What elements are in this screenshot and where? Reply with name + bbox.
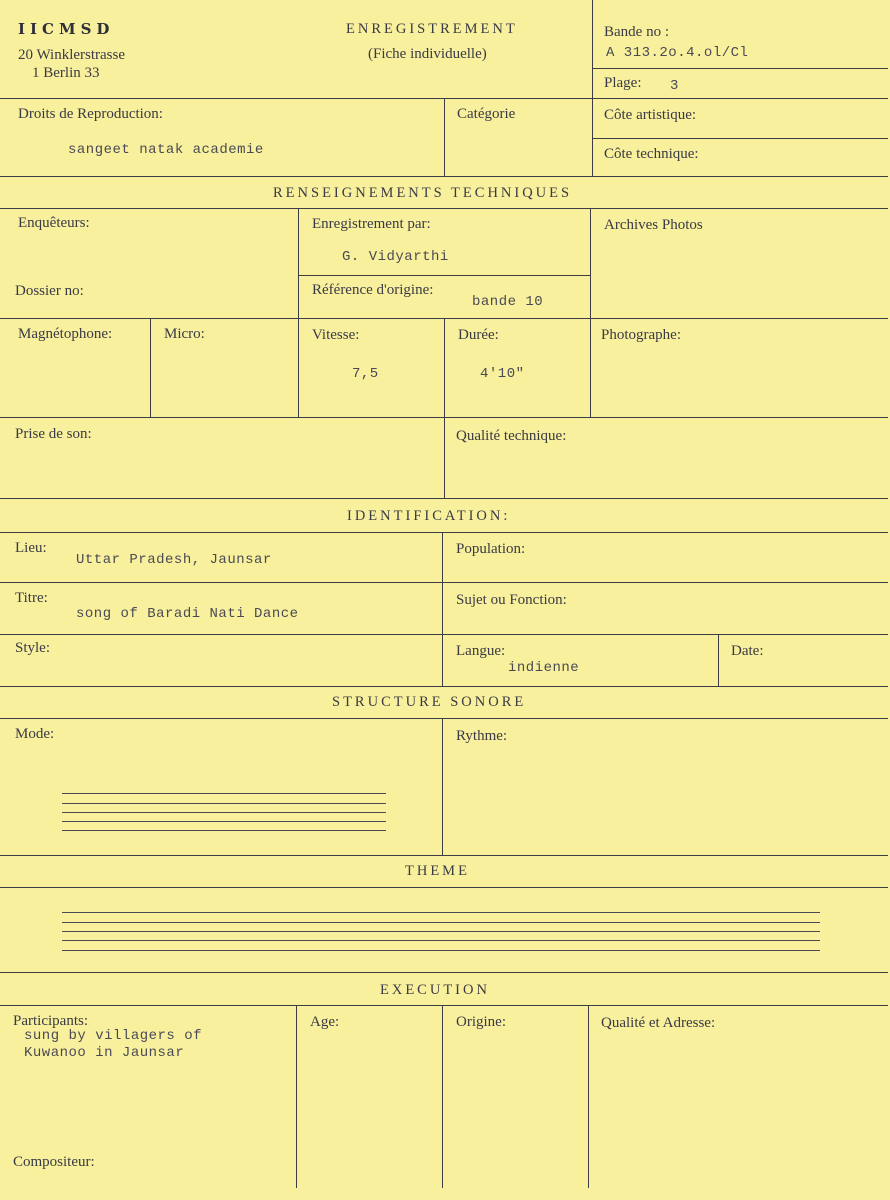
writing-line <box>62 940 820 941</box>
writing-line <box>62 803 386 804</box>
section-title-theme: THEME <box>405 863 470 879</box>
population-label: Population: <box>456 541 526 557</box>
cote-technique-label: Côte technique: <box>604 146 699 162</box>
lieu-value: Uttar Pradesh, Jaunsar <box>76 552 272 568</box>
rule <box>442 532 443 686</box>
section-title-identification: IDENTIFICATION: <box>347 508 511 524</box>
rule <box>442 718 443 855</box>
rule <box>0 208 888 209</box>
vitesse-value: 7,5 <box>352 366 379 382</box>
writing-line <box>62 931 820 932</box>
participants-value-line-1: sung by villagers of <box>24 1028 203 1044</box>
rule <box>592 138 888 139</box>
rythme-label: Rythme: <box>456 728 508 744</box>
micro-label: Micro: <box>164 326 205 342</box>
rule <box>0 718 888 719</box>
rule <box>442 1005 443 1188</box>
org-name: IICMSD <box>18 20 115 38</box>
prise-de-son-label: Prise de son: <box>15 426 92 442</box>
origine-label: Origine: <box>456 1014 506 1030</box>
rule <box>0 1005 888 1006</box>
org-address-street: 20 Winklerstrasse <box>18 47 126 63</box>
categorie-label: Catégorie <box>457 106 516 122</box>
writing-line <box>62 922 820 923</box>
duree-label: Durée: <box>458 327 499 343</box>
enqueteurs-label: Enquêteurs: <box>18 215 90 231</box>
section-title-technical: RENSEIGNEMENTS TECHNIQUES <box>273 185 573 201</box>
langue-label: Langue: <box>456 643 506 659</box>
rule <box>0 686 888 687</box>
writing-line <box>62 812 386 813</box>
participants-label: Participants: <box>13 1013 88 1029</box>
rule <box>592 0 593 176</box>
rule <box>150 318 151 417</box>
rule <box>590 208 591 417</box>
titre-label: Titre: <box>15 590 48 606</box>
magnetophone-label: Magnétophone: <box>18 326 113 342</box>
lieu-label: Lieu: <box>15 540 47 556</box>
writing-line <box>62 950 820 951</box>
style-label: Style: <box>15 640 51 656</box>
writing-line <box>62 821 386 822</box>
droits-value: sangeet natak academie <box>68 142 264 158</box>
rule <box>718 634 719 686</box>
cote-artistique-label: Côte artistique: <box>604 107 697 123</box>
reference-value: bande 10 <box>472 294 544 310</box>
qualite-adresse-label: Qualité et Adresse: <box>601 1015 716 1031</box>
compositeur-label: Compositeur: <box>13 1154 95 1170</box>
rule <box>0 176 888 177</box>
enregistrement-par-value: G. Vidyarthi <box>342 249 449 265</box>
enregistrement-par-label: Enregistrement par: <box>312 216 431 232</box>
mode-label: Mode: <box>15 726 55 742</box>
rule <box>0 582 888 583</box>
archives-photos-label: Archives Photos <box>604 217 703 233</box>
langue-value: indienne <box>508 660 580 676</box>
writing-line <box>62 912 820 913</box>
writing-line <box>62 793 386 794</box>
date-label: Date: <box>731 643 764 659</box>
bande-label: Bande no : <box>604 24 669 40</box>
rule <box>0 634 888 635</box>
rule <box>0 532 888 533</box>
titre-value: song of Baradi Nati Dance <box>76 606 299 622</box>
dossier-label: Dossier no: <box>15 283 84 299</box>
rule <box>444 98 445 176</box>
form-title: ENREGISTREMENT <box>346 21 518 37</box>
rule <box>298 208 299 417</box>
rule <box>0 887 888 888</box>
rule <box>296 1005 297 1188</box>
rule <box>588 1005 589 1188</box>
reference-label: Référence d'origine: <box>312 282 434 298</box>
rule <box>0 855 888 856</box>
rule <box>298 275 590 276</box>
sujet-label: Sujet ou Fonction: <box>456 592 567 608</box>
section-title-execution: EXECUTION <box>380 982 490 998</box>
droits-label: Droits de Reproduction: <box>18 106 163 122</box>
bande-value: A 313.2o.4.ol/Cl <box>606 45 749 61</box>
org-address-city: 1 Berlin 33 <box>32 65 100 81</box>
rule <box>0 498 888 499</box>
duree-value: 4'10" <box>480 366 525 382</box>
photographe-label: Photographe: <box>601 327 681 343</box>
rule <box>0 972 888 973</box>
writing-line <box>62 830 386 831</box>
qualite-technique-label: Qualité technique: <box>456 428 567 444</box>
rule <box>444 318 445 498</box>
plage-value: 3 <box>670 78 679 94</box>
age-label: Age: <box>310 1014 340 1030</box>
form-subtitle: (Fiche individuelle) <box>368 46 487 62</box>
participants-value-line-2: Kuwanoo in Jaunsar <box>24 1045 185 1061</box>
vitesse-label: Vitesse: <box>312 327 360 343</box>
plage-label: Plage: <box>604 75 642 91</box>
rule <box>592 68 888 69</box>
section-title-structure: STRUCTURE SONORE <box>332 694 527 710</box>
